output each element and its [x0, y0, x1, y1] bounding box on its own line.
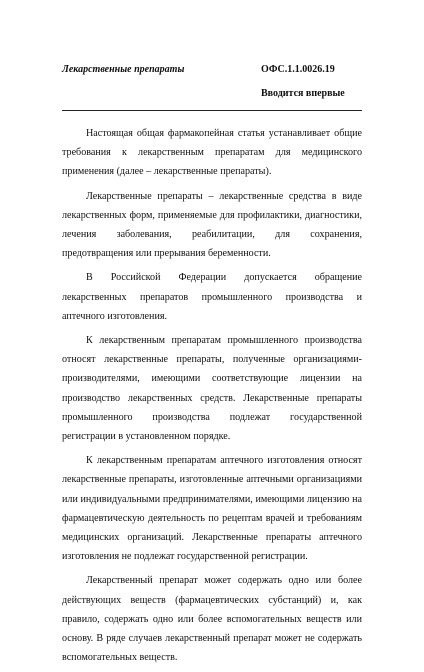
document-body — [62, 124, 362, 672]
paragraph-pharmacy: К лекарственным препаратам аптечного изготовления относят лекарственные препараты, изготовленные аптечными организациями или индивидуальными предпринимателями, имеющими лицензию на фармацевтическую деятельность по рецептам врачей и требованиям медицинских организаций. Лекарственные препараты аптечного изготовления не подлежат государственной регистрации. — [62, 455, 362, 563]
paragraph-definition: Лекарственные препараты – лекарственные средства в виде лекарственных форм, применяемые для профилактики, диагностики, лечения заболевания, реабилитации, для сохранения, предотвращения или прерывания беременности. — [62, 190, 362, 260]
paragraph-intro: Настоящая общая фармакопейная статья устанавливает общие требования к лекарственным препаратам для медицинского применения (далее – лекарственные препараты). — [62, 128, 362, 178]
header-divider — [62, 110, 362, 111]
paragraph-circulation: В Российской Федерации допускается обращение лекарственных препаратов промышленного производства и аптечного изготовления. — [62, 272, 362, 322]
document-code: ОФС.1.1.0026.19 — [261, 64, 335, 75]
document-status-note: Вводится впервые — [261, 88, 345, 99]
paragraph-industrial: К лекарственным препаратам промышленного производства относят лекарственные препараты, полученные организациями-производителями, имеющими соответствующие лицензии на производство лекарственных средств. Лекарственные препараты промышленного производства подлежат государственной регистрации в установленном порядке. — [62, 335, 362, 443]
document-title: Лекарственные препараты — [62, 64, 185, 75]
paragraph-composition: Лекарственный препарат может содержать одно или более действующих веществ (фармацевтических субстанций) и, как правило, содержать одно или более вспомогательных веществ или основу. В ряде случаев лекарственный препарат может не содержать вспомогательных веществ. — [62, 575, 362, 664]
document-header — [62, 64, 362, 104]
